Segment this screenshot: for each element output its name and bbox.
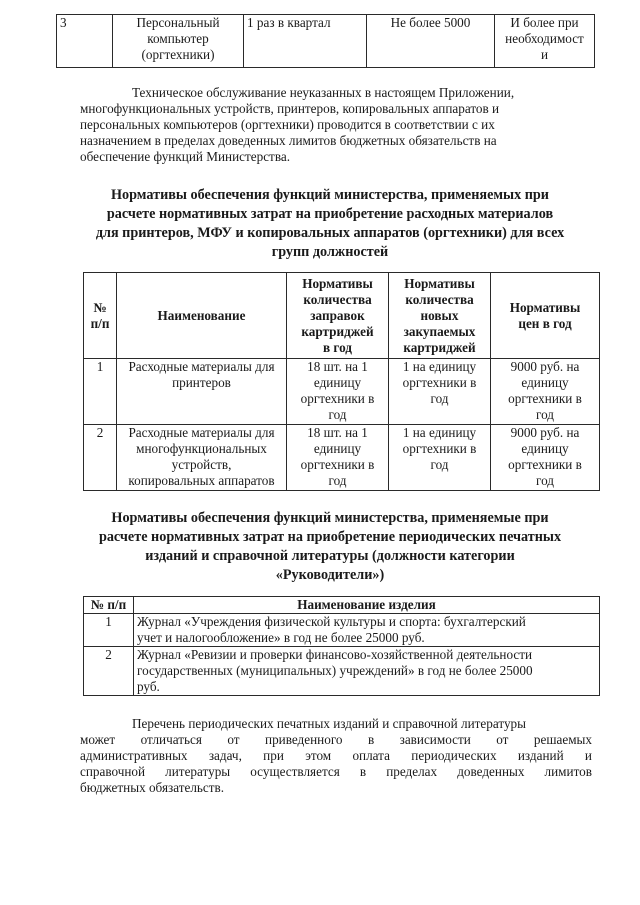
periodicals-paragraph: Перечень периодических печатных изданий и справочной литературы может отличаться от приведенного в зависимости от решаемых административных задач, при этом оплата периодических изданий и справочной литературы осуществляется в пределах доведенных лимитов бюджетных обязательств. bbox=[80, 716, 592, 795]
row-number: 1 bbox=[84, 614, 134, 647]
header-price: Нормативы цен в год bbox=[491, 273, 600, 359]
table-header-row bbox=[84, 597, 600, 614]
consumables-heading: Нормативы обеспечения функций министерства, применяемых при расчете нормативных затрат на приобретение расходных материалов для принтеров, МФУ и копировальных аппаратов (оргтехники) для всех групп должностей bbox=[95, 187, 565, 260]
new-cartridges-cell: 1 на единицу оргтехники в год bbox=[389, 425, 491, 491]
header-name: Наименование bbox=[117, 273, 287, 359]
item-name-cell: Журнал «Учреждения физической культуры и спорта: бухгалтерский учет и налогообложение» в год не более 25000 руб. bbox=[134, 614, 600, 647]
price-cell: 9000 руб. на единицу оргтехники в год bbox=[491, 359, 600, 425]
periodicals-heading: Нормативы обеспечения функций министерства, применяемые при расчете нормативных затрат на приобретение периодических печатных изданий и справочной литературы (должности категории «Руководители») bbox=[98, 510, 562, 583]
maintenance-paragraph: Техническое обслуживание неуказанных в настоящем Приложении, многофункциональных устройств, принтеров, копировальных аппаратов и персональных компьютеров (оргтехники) проводится в соответствии с их назначением в пределах доведенных лимитов бюджетных обязательств на обеспечение функций Министерства. bbox=[80, 85, 515, 164]
note-cell: И более при необходимост и bbox=[495, 15, 595, 68]
limit-cell: Не более 5000 bbox=[367, 15, 495, 68]
item-name-cell: Расходные материалы для принтеров bbox=[117, 359, 287, 425]
item-name-cell: Расходные материалы для многофункциональных устройств, копировальных аппаратов bbox=[117, 425, 287, 491]
table-row bbox=[84, 614, 600, 647]
row-number: 2 bbox=[84, 425, 117, 491]
table-header-row bbox=[84, 273, 600, 359]
header-new-cartridges: Нормативы количества новых закупаемых картриджей bbox=[389, 273, 491, 359]
item-name-cell: Журнал «Ревизии и проверки финансово-хозяйственной деятельности государственных (муниципальных) учреждений» в год не более 25000 руб. bbox=[134, 647, 600, 696]
row-number: 3 bbox=[57, 15, 113, 68]
header-item-name: Наименование изделия bbox=[134, 597, 600, 614]
table-row bbox=[84, 425, 600, 491]
row-number: 1 bbox=[84, 359, 117, 425]
item-name-cell: Персональный компьютер (оргтехники) bbox=[113, 15, 244, 68]
refills-cell: 18 шт. на 1 единицу оргтехники в год bbox=[287, 359, 389, 425]
periodicals-table bbox=[83, 596, 600, 696]
header-number: № п/п bbox=[84, 273, 117, 359]
new-cartridges-cell: 1 на единицу оргтехники в год bbox=[389, 359, 491, 425]
maintenance-table bbox=[56, 14, 595, 68]
table-row bbox=[84, 647, 600, 696]
price-cell: 9000 руб. на единицу оргтехники в год bbox=[491, 425, 600, 491]
refills-cell: 18 шт. на 1 единицу оргтехники в год bbox=[287, 425, 389, 491]
table-row bbox=[84, 359, 600, 425]
header-number: № п/п bbox=[84, 597, 134, 614]
frequency-cell: 1 раз в квартал bbox=[244, 15, 367, 68]
table-row bbox=[57, 15, 595, 68]
consumables-table bbox=[83, 272, 600, 491]
header-refills: Нормативы количества заправок картриджей в год bbox=[287, 273, 389, 359]
row-number: 2 bbox=[84, 647, 134, 696]
